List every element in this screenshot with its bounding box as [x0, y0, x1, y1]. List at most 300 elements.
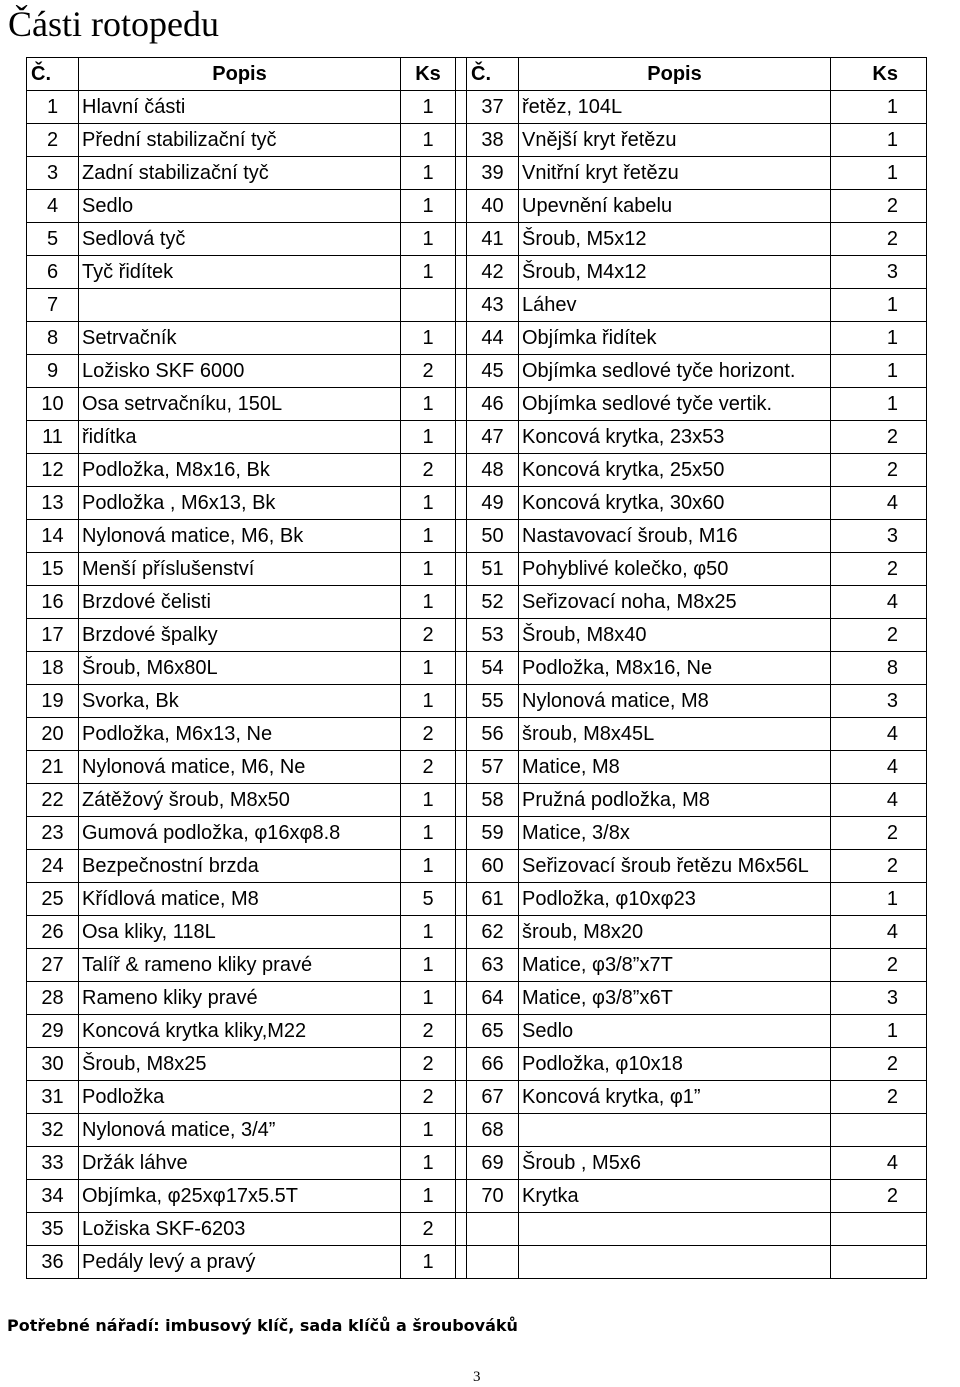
part-quantity: 1	[831, 388, 927, 421]
table-row	[27, 454, 927, 487]
header-description: Popis	[519, 58, 831, 91]
column-gap	[456, 883, 467, 916]
part-quantity: 2	[831, 553, 927, 586]
part-quantity: 1	[401, 1180, 456, 1213]
column-gap	[456, 520, 467, 553]
part-quantity: 3	[831, 256, 927, 289]
table-row	[27, 289, 927, 322]
part-quantity: 1	[831, 883, 927, 916]
table-row	[27, 1081, 927, 1114]
part-number: 21	[27, 751, 79, 784]
part-number: 51	[467, 553, 519, 586]
part-quantity: 1	[401, 652, 456, 685]
part-number: 14	[27, 520, 79, 553]
header-quantity: Ks	[831, 58, 927, 91]
part-number: 63	[467, 949, 519, 982]
part-quantity: 8	[831, 652, 927, 685]
part-number: 12	[27, 454, 79, 487]
part-number: 39	[467, 157, 519, 190]
part-description: Pedály levý a pravý	[79, 1246, 401, 1279]
part-quantity: 1	[831, 289, 927, 322]
part-description: Koncová krytka, 23x53	[519, 421, 831, 454]
part-number: 26	[27, 916, 79, 949]
table-row	[27, 883, 927, 916]
part-number: 19	[27, 685, 79, 718]
part-description: Brzdové čelisti	[79, 586, 401, 619]
part-description: Nylonová matice, M6, Ne	[79, 751, 401, 784]
part-description: Tyč řidítek	[79, 256, 401, 289]
part-description: řetěz, 104L	[519, 91, 831, 124]
part-quantity	[401, 289, 456, 322]
part-quantity: 3	[831, 685, 927, 718]
column-gap	[456, 784, 467, 817]
part-description: Zadní stabilizační tyč	[79, 157, 401, 190]
table-row	[27, 520, 927, 553]
part-quantity: 2	[401, 751, 456, 784]
part-quantity: 2	[401, 619, 456, 652]
part-description: Osa setrvačníku, 150L	[79, 388, 401, 421]
column-gap	[456, 751, 467, 784]
part-quantity: 1	[401, 586, 456, 619]
part-number: 37	[467, 91, 519, 124]
part-number: 22	[27, 784, 79, 817]
table-row	[27, 784, 927, 817]
table-row	[27, 1147, 927, 1180]
table-row	[27, 1180, 927, 1213]
part-number: 27	[27, 949, 79, 982]
table-row	[27, 817, 927, 850]
table-row	[27, 256, 927, 289]
part-description: Seřizovací šroub řetězu M6x56L	[519, 850, 831, 883]
part-quantity: 4	[831, 1147, 927, 1180]
part-description: Nylonová matice, M6, Bk	[79, 520, 401, 553]
part-description: Sedlo	[519, 1015, 831, 1048]
part-number: 10	[27, 388, 79, 421]
part-quantity: 1	[401, 982, 456, 1015]
part-quantity: 1	[401, 817, 456, 850]
part-quantity: 1	[401, 388, 456, 421]
part-description: řidítka	[79, 421, 401, 454]
part-quantity: 1	[401, 487, 456, 520]
part-description: Podložka, φ10xφ23	[519, 883, 831, 916]
empty-cell	[467, 1213, 519, 1246]
part-quantity: 1	[401, 223, 456, 256]
table-row	[27, 850, 927, 883]
column-gap	[456, 1114, 467, 1147]
table-row	[27, 586, 927, 619]
part-number: 65	[467, 1015, 519, 1048]
table-row	[27, 982, 927, 1015]
column-gap	[456, 289, 467, 322]
part-number: 38	[467, 124, 519, 157]
part-quantity: 1	[401, 157, 456, 190]
part-description: Gumová podložka, φ16xφ8.8	[79, 817, 401, 850]
column-gap	[456, 1213, 467, 1246]
part-quantity: 1	[831, 157, 927, 190]
part-description: Talíř & rameno kliky pravé	[79, 949, 401, 982]
column-gap	[456, 718, 467, 751]
table-row	[27, 157, 927, 190]
part-number: 46	[467, 388, 519, 421]
part-quantity: 4	[831, 586, 927, 619]
parts-table-body	[27, 91, 927, 1279]
header-quantity: Ks	[401, 58, 456, 91]
part-description: Nastavovací šroub, M16	[519, 520, 831, 553]
part-description: Šroub , M5x6	[519, 1147, 831, 1180]
part-quantity: 1	[831, 322, 927, 355]
part-quantity	[831, 1114, 927, 1147]
column-gap	[456, 124, 467, 157]
part-description: Držák láhve	[79, 1147, 401, 1180]
column-gap	[456, 256, 467, 289]
parts-table	[26, 57, 927, 1279]
part-quantity: 1	[831, 1015, 927, 1048]
table-row	[27, 1213, 927, 1246]
part-number: 15	[27, 553, 79, 586]
column-gap	[456, 1048, 467, 1081]
part-quantity: 1	[831, 355, 927, 388]
column-gap	[456, 619, 467, 652]
part-description: Krytka	[519, 1180, 831, 1213]
part-quantity: 2	[401, 1015, 456, 1048]
column-gap	[456, 553, 467, 586]
table-row	[27, 751, 927, 784]
part-description: Pohyblivé kolečko, φ50	[519, 553, 831, 586]
part-number: 5	[27, 223, 79, 256]
part-description: Osa kliky, 118L	[79, 916, 401, 949]
part-number: 25	[27, 883, 79, 916]
empty-cell	[831, 1213, 927, 1246]
part-description: Hlavní části	[79, 91, 401, 124]
empty-cell	[831, 1246, 927, 1279]
part-number: 59	[467, 817, 519, 850]
column-gap	[456, 1015, 467, 1048]
part-description: Vnitřní kryt řetězu	[519, 157, 831, 190]
header-description: Popis	[79, 58, 401, 91]
part-description: Šroub, M4x12	[519, 256, 831, 289]
part-description: Křídlová matice, M8	[79, 883, 401, 916]
part-number: 30	[27, 1048, 79, 1081]
table-row	[27, 619, 927, 652]
part-number: 9	[27, 355, 79, 388]
table-row	[27, 652, 927, 685]
part-number: 20	[27, 718, 79, 751]
part-description: Matice, M8	[519, 751, 831, 784]
part-quantity: 3	[831, 520, 927, 553]
header-number: Č.	[27, 58, 79, 91]
part-quantity: 4	[831, 718, 927, 751]
part-description: Podložka, M8x16, Bk	[79, 454, 401, 487]
part-description: Láhev	[519, 289, 831, 322]
part-description: Vnější kryt řetězu	[519, 124, 831, 157]
column-gap	[456, 652, 467, 685]
part-number: 47	[467, 421, 519, 454]
part-number: 66	[467, 1048, 519, 1081]
part-number: 3	[27, 157, 79, 190]
part-description: Bezpečnostní brzda	[79, 850, 401, 883]
part-number: 34	[27, 1180, 79, 1213]
part-quantity: 2	[831, 1048, 927, 1081]
part-description: Svorka, Bk	[79, 685, 401, 718]
column-gap	[456, 982, 467, 1015]
part-quantity: 2	[831, 223, 927, 256]
part-number: 36	[27, 1246, 79, 1279]
part-number: 70	[467, 1180, 519, 1213]
table-row	[27, 421, 927, 454]
column-gap	[456, 487, 467, 520]
column-gap	[456, 1180, 467, 1213]
part-quantity: 2	[831, 850, 927, 883]
part-number: 17	[27, 619, 79, 652]
part-description: Matice, φ3/8”x6T	[519, 982, 831, 1015]
table-row	[27, 190, 927, 223]
part-quantity: 1	[401, 256, 456, 289]
part-number: 7	[27, 289, 79, 322]
part-quantity: 1	[401, 784, 456, 817]
part-number: 62	[467, 916, 519, 949]
table-row	[27, 916, 927, 949]
part-quantity: 1	[401, 949, 456, 982]
part-description: Podložka, M6x13, Ne	[79, 718, 401, 751]
part-quantity: 2	[831, 817, 927, 850]
part-number: 68	[467, 1114, 519, 1147]
column-gap	[456, 454, 467, 487]
table-row	[27, 1048, 927, 1081]
part-quantity: 2	[401, 1081, 456, 1114]
part-quantity: 2	[401, 454, 456, 487]
part-description	[519, 1114, 831, 1147]
column-gap	[456, 388, 467, 421]
part-quantity: 4	[831, 751, 927, 784]
table-row	[27, 718, 927, 751]
part-quantity: 2	[831, 619, 927, 652]
column-gap	[456, 949, 467, 982]
part-description: Podložka , M6x13, Bk	[79, 487, 401, 520]
part-description: Šroub, M8x25	[79, 1048, 401, 1081]
table-row	[27, 1246, 927, 1279]
part-number: 49	[467, 487, 519, 520]
part-number: 60	[467, 850, 519, 883]
column-gap	[456, 1147, 467, 1180]
part-quantity: 1	[401, 322, 456, 355]
part-quantity: 1	[831, 91, 927, 124]
tools-note: Potřebné nářadí: imbusový klíč, sada klíčů a šroubováků	[7, 1316, 518, 1335]
part-quantity: 1	[401, 685, 456, 718]
part-description: Šroub, M6x80L	[79, 652, 401, 685]
part-description: Upevnění kabelu	[519, 190, 831, 223]
part-description: Šroub, M5x12	[519, 223, 831, 256]
part-number: 2	[27, 124, 79, 157]
part-quantity: 2	[831, 1081, 927, 1114]
part-quantity: 2	[831, 1180, 927, 1213]
table-row	[27, 124, 927, 157]
part-quantity: 2	[831, 949, 927, 982]
part-number: 4	[27, 190, 79, 223]
part-quantity: 1	[401, 916, 456, 949]
part-quantity: 1	[401, 850, 456, 883]
part-quantity: 1	[401, 124, 456, 157]
part-number: 69	[467, 1147, 519, 1180]
part-number: 8	[27, 322, 79, 355]
table-header-row	[27, 58, 927, 91]
column-gap	[456, 421, 467, 454]
part-number: 61	[467, 883, 519, 916]
part-number: 57	[467, 751, 519, 784]
part-description: Koncová krytka, φ1”	[519, 1081, 831, 1114]
column-gap	[456, 916, 467, 949]
part-number: 28	[27, 982, 79, 1015]
part-quantity: 1	[401, 421, 456, 454]
part-description: Šroub, M8x40	[519, 619, 831, 652]
part-quantity: 2	[401, 1048, 456, 1081]
table-row	[27, 487, 927, 520]
part-number: 53	[467, 619, 519, 652]
table-row	[27, 91, 927, 124]
part-number: 13	[27, 487, 79, 520]
part-quantity: 2	[831, 454, 927, 487]
part-quantity: 2	[831, 190, 927, 223]
column-gap	[456, 817, 467, 850]
part-number: 35	[27, 1213, 79, 1246]
part-description: Koncová krytka kliky,M22	[79, 1015, 401, 1048]
part-description: Podložka, M8x16, Ne	[519, 652, 831, 685]
part-description: Sedlo	[79, 190, 401, 223]
part-number: 48	[467, 454, 519, 487]
column-gap	[456, 355, 467, 388]
part-number: 43	[467, 289, 519, 322]
part-quantity: 3	[831, 982, 927, 1015]
part-description: Brzdové špalky	[79, 619, 401, 652]
table-row	[27, 1015, 927, 1048]
column-gap	[456, 685, 467, 718]
part-number: 31	[27, 1081, 79, 1114]
column-gap	[456, 190, 467, 223]
page-number: 3	[473, 1369, 481, 1385]
part-description: Nylonová matice, M8	[519, 685, 831, 718]
part-description: Setrvačník	[79, 322, 401, 355]
part-description: Pružná podložka, M8	[519, 784, 831, 817]
table-row	[27, 949, 927, 982]
part-description: Ložiska SKF-6203	[79, 1213, 401, 1246]
column-gap	[456, 58, 467, 91]
part-description: Koncová krytka, 30x60	[519, 487, 831, 520]
column-gap	[456, 322, 467, 355]
part-quantity: 1	[401, 1147, 456, 1180]
part-number: 40	[467, 190, 519, 223]
part-quantity: 1	[401, 1246, 456, 1279]
empty-cell	[519, 1246, 831, 1279]
column-gap	[456, 1081, 467, 1114]
empty-cell	[467, 1246, 519, 1279]
part-description: Objímka sedlové tyče horizont.	[519, 355, 831, 388]
part-quantity: 5	[401, 883, 456, 916]
column-gap	[456, 157, 467, 190]
part-description: Objímka řidítek	[519, 322, 831, 355]
part-number: 64	[467, 982, 519, 1015]
part-number: 56	[467, 718, 519, 751]
table-row	[27, 553, 927, 586]
part-quantity: 4	[831, 784, 927, 817]
part-quantity: 1	[831, 124, 927, 157]
part-description: Nylonová matice, 3/4”	[79, 1114, 401, 1147]
part-quantity: 2	[831, 421, 927, 454]
part-quantity: 2	[401, 718, 456, 751]
part-description: Zátěžový šroub, M8x50	[79, 784, 401, 817]
part-description: šroub, M8x20	[519, 916, 831, 949]
part-number: 16	[27, 586, 79, 619]
part-number: 42	[467, 256, 519, 289]
part-number: 54	[467, 652, 519, 685]
part-description: Objímka sedlové tyče vertik.	[519, 388, 831, 421]
part-quantity: 4	[831, 916, 927, 949]
column-gap	[456, 850, 467, 883]
part-number: 1	[27, 91, 79, 124]
part-quantity: 1	[401, 91, 456, 124]
part-quantity: 1	[401, 1114, 456, 1147]
part-number: 18	[27, 652, 79, 685]
part-description: Přední stabilizační tyč	[79, 124, 401, 157]
column-gap	[456, 586, 467, 619]
table-row	[27, 355, 927, 388]
empty-cell	[519, 1213, 831, 1246]
part-number: 58	[467, 784, 519, 817]
part-description: Koncová krytka, 25x50	[519, 454, 831, 487]
part-description: Menší příslušenství	[79, 553, 401, 586]
part-number: 52	[467, 586, 519, 619]
part-number: 32	[27, 1114, 79, 1147]
part-number: 44	[467, 322, 519, 355]
part-description: Matice, 3/8x	[519, 817, 831, 850]
table-row	[27, 685, 927, 718]
part-number: 24	[27, 850, 79, 883]
part-number: 11	[27, 421, 79, 454]
page-title: Části rotopedu	[8, 4, 219, 44]
part-quantity: 1	[401, 520, 456, 553]
column-gap	[456, 91, 467, 124]
column-gap	[456, 223, 467, 256]
table-row	[27, 388, 927, 421]
table-row	[27, 223, 927, 256]
table-row	[27, 1114, 927, 1147]
part-description: Matice, φ3/8”x7T	[519, 949, 831, 982]
part-description: Ložisko SKF 6000	[79, 355, 401, 388]
part-description	[79, 289, 401, 322]
part-description: Objímka, φ25xφ17x5.5T	[79, 1180, 401, 1213]
part-description: šroub, M8x45L	[519, 718, 831, 751]
part-description: Podložka, φ10x18	[519, 1048, 831, 1081]
part-description: Podložka	[79, 1081, 401, 1114]
part-number: 45	[467, 355, 519, 388]
part-quantity: 1	[401, 553, 456, 586]
part-description: Sedlová tyč	[79, 223, 401, 256]
column-gap	[456, 1246, 467, 1279]
part-number: 41	[467, 223, 519, 256]
part-number: 29	[27, 1015, 79, 1048]
part-quantity: 2	[401, 1213, 456, 1246]
part-quantity: 4	[831, 487, 927, 520]
part-quantity: 2	[401, 355, 456, 388]
header-number: Č.	[467, 58, 519, 91]
part-number: 6	[27, 256, 79, 289]
part-number: 23	[27, 817, 79, 850]
part-number: 50	[467, 520, 519, 553]
part-description: Rameno kliky pravé	[79, 982, 401, 1015]
part-quantity: 1	[401, 190, 456, 223]
part-number: 33	[27, 1147, 79, 1180]
part-description: Seřizovací noha, M8x25	[519, 586, 831, 619]
table-row	[27, 322, 927, 355]
part-number: 55	[467, 685, 519, 718]
